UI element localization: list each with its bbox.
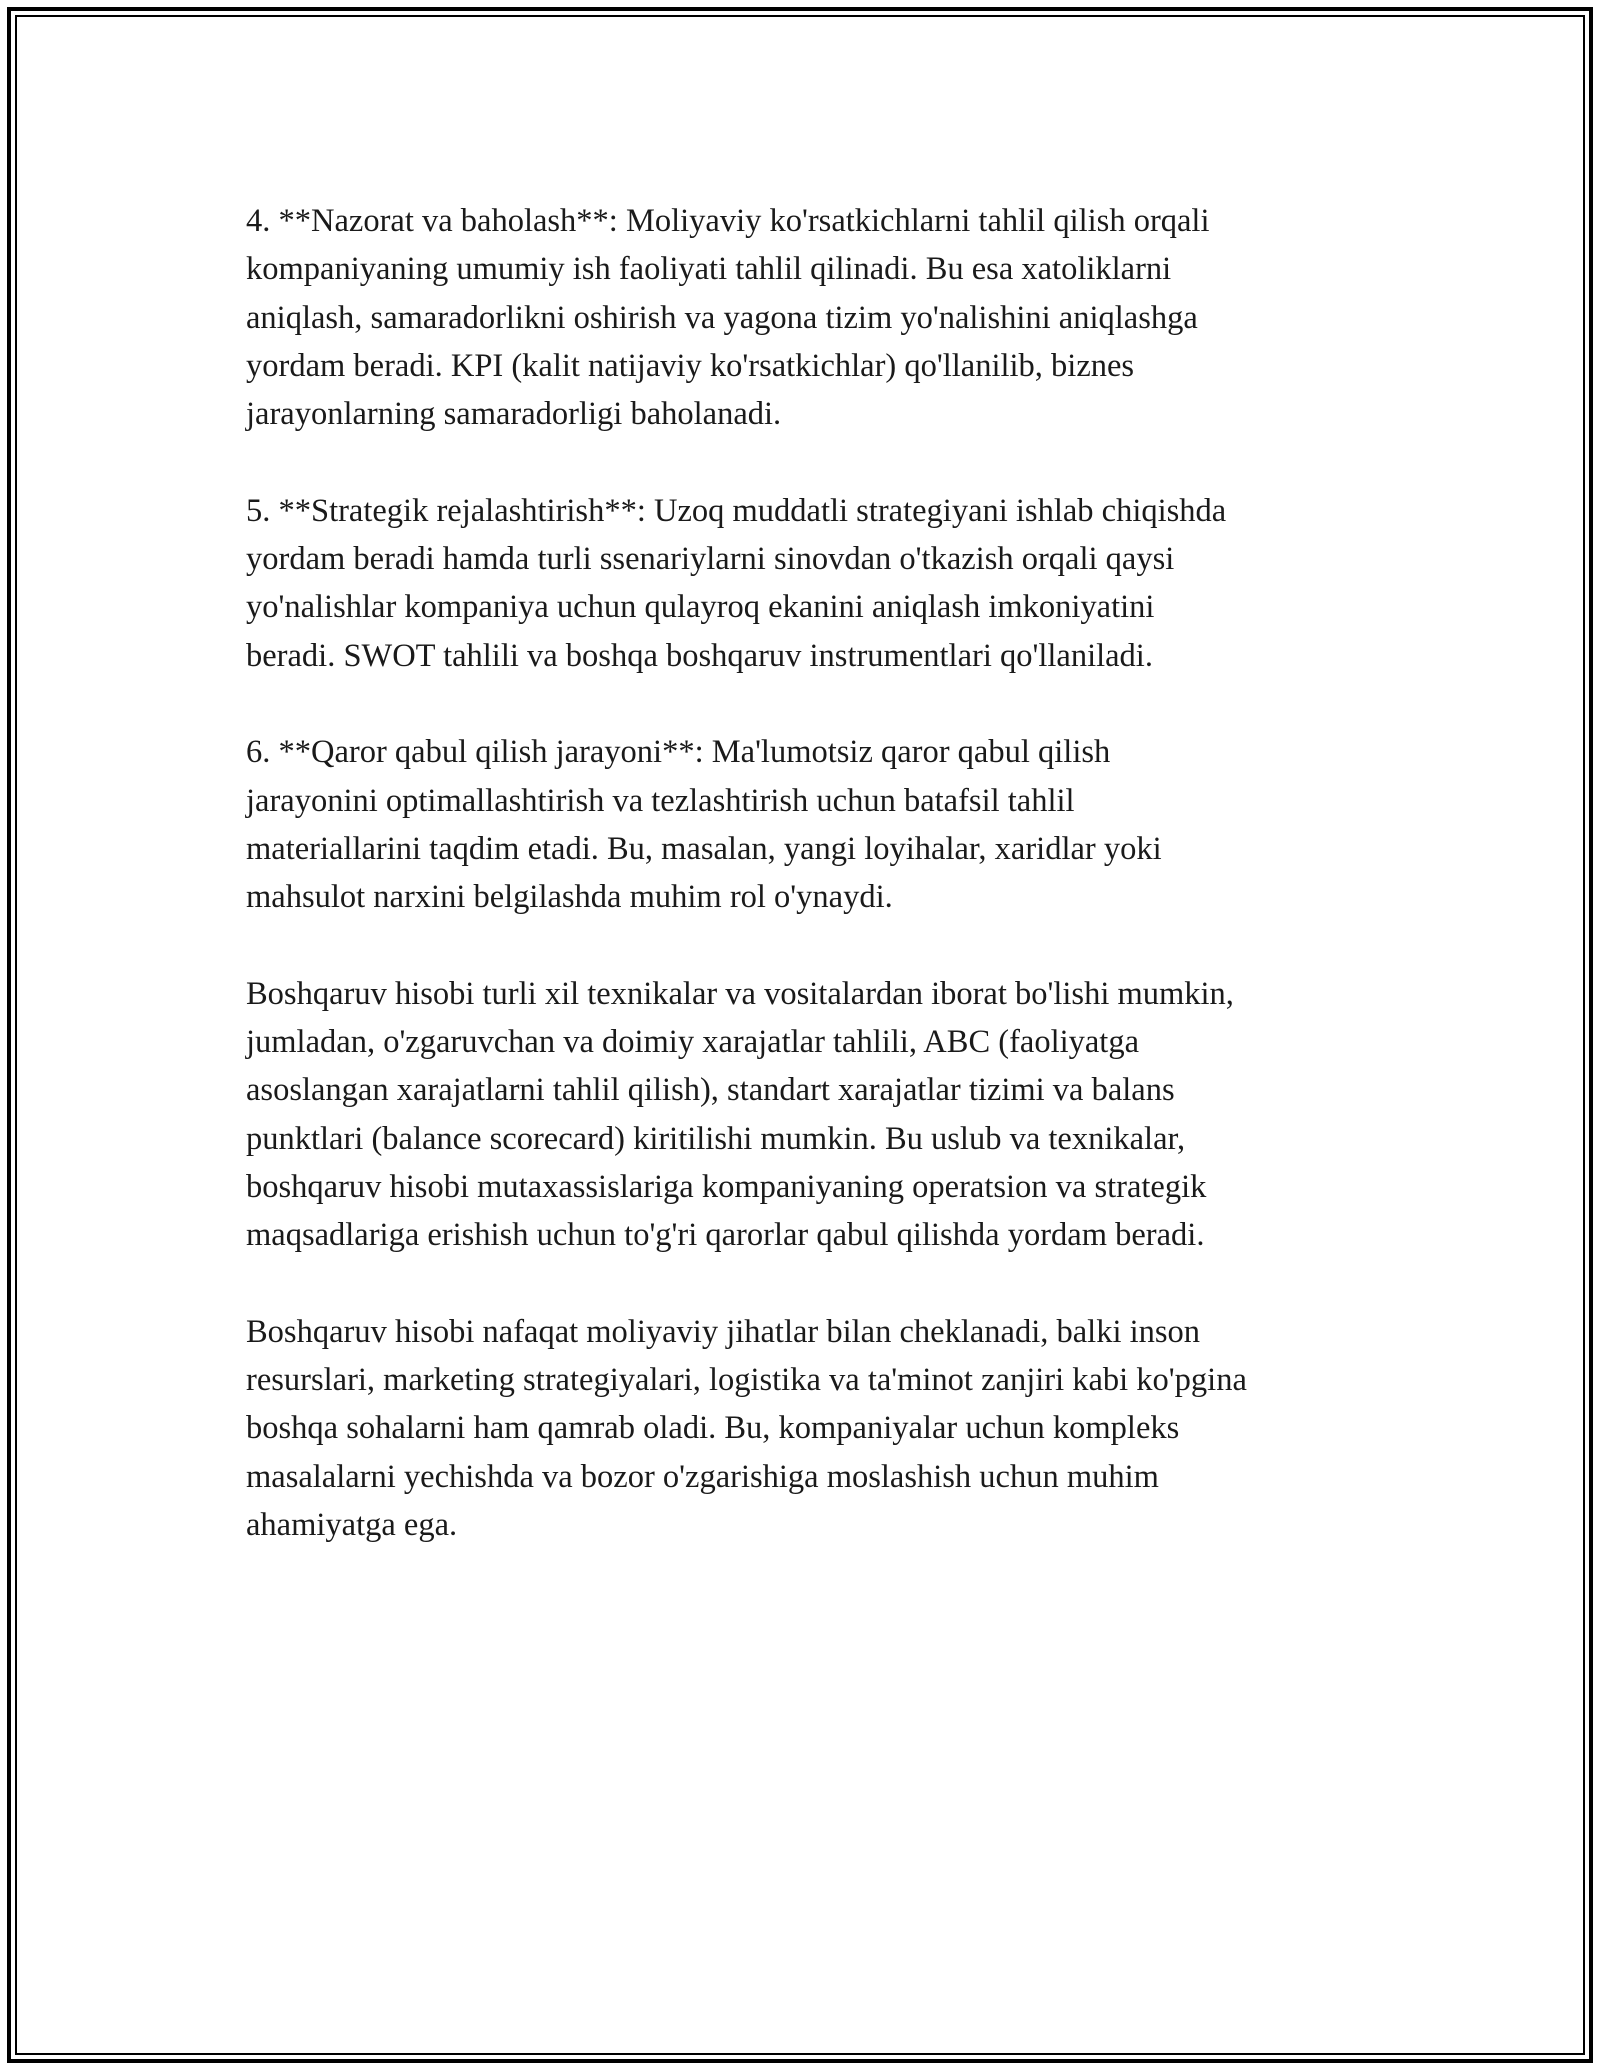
paragraph-qaror-qabul-qilish (246, 728, 1446, 921)
paragraph-strategik-rejalashtirish (246, 487, 1446, 680)
paragraph-sohalar (246, 1308, 1446, 1549)
text-line: yo'nalishlar kompaniya uchun qulayroq ekanini aniqlash imkoniyatini (246, 589, 1155, 626)
text-line: aniqlash, samaradorlikni oshirish va yagona tizim yo'nalishini aniqlashga (246, 299, 1198, 336)
text-line: jarayonlarning samaradorligi baholanadi. (246, 396, 782, 433)
text-line: asoslangan xarajatlarni tahlil qilish), standart xarajatlar tizimi va balans (246, 1072, 1175, 1109)
text-line: maqsadlariga erishish uchun to'g'ri qarorlar qabul qilishda yordam beradi. (246, 1217, 1205, 1254)
text-line: resurslari, marketing strategiyalari, logistika va ta'minot zanjiri kabi ko'pgina (246, 1362, 1247, 1399)
page-frame (7, 7, 1593, 2063)
text-line: materiallarini taqdim etadi. Bu, masalan, yangi loyihalar, xaridlar yoki (246, 830, 1162, 867)
text-line: ahamiyatga ega. (246, 1507, 458, 1544)
text-line: 4. **Nazorat va baholash**: Moliyaviy ko'rsatkichlarni tahlil qilish orqali (246, 203, 1210, 239)
text-line: Boshqaruv hisobi nafaqat moliyaviy jihatlar bilan cheklanadi, balki inson (246, 1313, 1201, 1350)
text-line: Boshqaruv hisobi turli xil texnikalar va vositalardan iborat bo'lishi mumkin, (246, 975, 1234, 1012)
text-line: jumladan, o'zgaruvchan va doimiy xarajatlar tahlili, ABC (faoliyatga (246, 1024, 1140, 1061)
text-line: masalalarni yechishda va bozor o'zgarishiga moslashish uchun muhim (246, 1458, 1159, 1495)
text-line: boshqa sohalarni ham qamrab oladi. Bu, kompaniyalar uchun kompleks (246, 1410, 1180, 1447)
text-line: 5. **Strategik rejalashtirish**: Uzoq muddatli strategiyani ishlab chiqishda (246, 492, 1227, 529)
text-line: yordam beradi hamda turli ssenariylarni sinovdan o'tkazish orqali qaysi (246, 541, 1175, 578)
document-body (246, 197, 1446, 1598)
text-line: kompaniyaning umumiy ish faoliyati tahlil qilinadi. Bu esa xatoliklarni (246, 251, 1172, 288)
paragraph-texnikalar (246, 970, 1446, 1260)
text-line: jarayonini optimallashtirish va tezlashtirish uchun batafsil tahlil (246, 782, 1075, 819)
text-line: mahsulot narxini belgilashda muhim rol o'ynaydi. (246, 879, 893, 916)
text-line: 6. **Qaror qabul qilish jarayoni**: Ma'lumotsiz qaror qabul qilish (246, 734, 1111, 771)
paragraph-nazorat-va-baholash (246, 197, 1446, 438)
text-line: punktlari (balance scorecard) kiritilishi mumkin. Bu uslub va texnikalar, (246, 1120, 1186, 1157)
text-line: beradi. SWOT tahlili va boshqa boshqaruv instrumentlari qo'llaniladi. (246, 637, 1153, 674)
text-line: boshqaruv hisobi mutaxassislariga kompaniyaning operatsion va strategik (246, 1168, 1207, 1205)
text-line: yordam beradi. KPI (kalit natijaviy ko'rsatkichlar) qo'llanilib, biznes (246, 347, 1135, 384)
